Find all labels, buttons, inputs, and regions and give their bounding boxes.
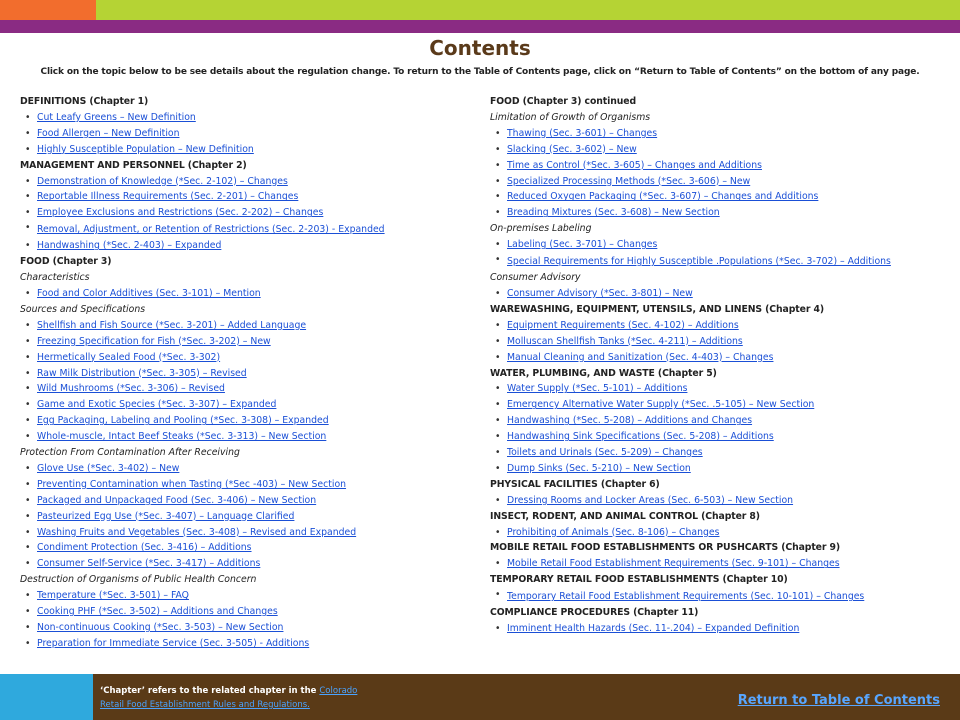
bullet-icon: •	[495, 319, 501, 331]
list-item	[490, 142, 940, 158]
topic-link[interactable]: Reportable Illness Requirements (Sec. 2-201) – Changes	[37, 191, 299, 203]
subheading-characteristics: Characteristics	[20, 272, 90, 284]
list-item	[20, 174, 470, 190]
topic-link[interactable]: Demonstration of Knowledge (*Sec. 2-102) – Changes	[37, 175, 288, 187]
topic-link[interactable]: Mobile Retail Food Establishment Requirements (Sec. 9-101) – Changes	[507, 558, 840, 570]
list-item	[490, 621, 940, 637]
topic-link[interactable]: Prohibiting of Animals (Sec. 8-106) – Changes	[507, 526, 720, 538]
topic-link[interactable]: Glove Use (*Sec. 3-402) – New	[37, 462, 180, 474]
mobile-list	[490, 556, 940, 572]
list-item	[20, 636, 470, 652]
list-item	[20, 221, 437, 238]
topic-link[interactable]: Specialized Processing Methods (*Sec. 3-606) – New	[507, 175, 751, 187]
section-heading-management: MANAGEMENT AND PERSONNEL (Chapter 2)	[20, 159, 247, 171]
list-item	[490, 237, 940, 253]
bullet-icon: •	[25, 351, 31, 363]
destruction-list	[20, 588, 470, 652]
list-item	[20, 413, 470, 429]
bullet-icon: •	[495, 399, 501, 411]
topic-link[interactable]: Whole-muscle, Intact Beef Steaks (*Sec. 3-313) – New Section	[37, 431, 327, 443]
bullet-icon: •	[25, 367, 31, 379]
topic-link[interactable]: Equipment Requirements (Sec. 4-102) – Additions	[507, 319, 739, 331]
footer-bar	[0, 674, 960, 720]
list-item	[490, 588, 907, 605]
list-item	[20, 556, 470, 572]
topic-link[interactable]: Handwashing (*Sec. 2-403) – Expanded	[37, 240, 222, 252]
definitions-list	[20, 110, 470, 158]
physical-list	[490, 493, 940, 509]
topic-link[interactable]: Condiment Protection (Sec. 3-416) – Additions	[37, 542, 252, 554]
list-item	[20, 477, 470, 493]
bullet-icon: •	[495, 589, 501, 601]
list-item	[490, 350, 940, 366]
list-item	[490, 525, 940, 541]
list-item	[490, 397, 940, 413]
subheading-destruction: Destruction of Organisms of Public Health Concern	[20, 574, 257, 586]
right-column	[490, 94, 940, 637]
topic-link[interactable]: Special Requirements for Highly Susceptible .Populations (*Sec. 3-702) – Additions	[507, 256, 891, 268]
bullet-icon: •	[25, 431, 31, 443]
list-item	[490, 413, 940, 429]
topic-link[interactable]: Slacking (Sec. 3-602) – New	[507, 143, 637, 155]
protection-list	[20, 461, 470, 572]
list-item	[20, 397, 470, 413]
advisory-list	[490, 286, 940, 302]
list-item	[490, 126, 940, 142]
topic-link[interactable]: Consumer Self-Service (*Sec. 3-417) – Additions	[37, 558, 261, 570]
list-item	[490, 318, 940, 334]
bullet-icon: •	[495, 431, 501, 443]
subheading-labeling: On-premises Labeling	[490, 223, 592, 235]
sources-list	[20, 318, 470, 445]
topic-link[interactable]: Dump Sinks (Sec. 5-210) – New Section	[507, 462, 691, 474]
subheading-sources: Sources and Specifications	[20, 303, 146, 315]
bullet-icon: •	[495, 239, 501, 251]
bullet-icon: •	[495, 207, 501, 219]
section-heading-mobile: MOBILE RETAIL FOOD ESTABLISHMENTS OR PUSHCARTS (Chapter 9)	[490, 542, 841, 554]
list-item	[20, 381, 470, 397]
section-heading-food-continued: FOOD (Chapter 3) continued	[490, 96, 637, 107]
list-item	[20, 189, 470, 205]
insect-list	[490, 525, 940, 541]
section-heading-compliance: COMPLIANCE PROCEDURES (Chapter 11)	[490, 607, 699, 619]
topic-link[interactable]: Temporary Retail Food Establishment Requirements (Sec. 10-101) – Changes	[507, 591, 865, 603]
bullet-icon: •	[495, 383, 501, 395]
page-title: Contents	[429, 36, 531, 60]
list-item	[490, 286, 940, 302]
list-item	[490, 205, 940, 221]
bullet-icon: •	[495, 175, 501, 187]
bullet-icon: •	[495, 494, 501, 506]
labeling-list	[490, 237, 940, 270]
list-item	[490, 445, 940, 461]
subheading-protection: Protection From Contamination After Receiving	[20, 447, 240, 459]
topic-link[interactable]: Handwashing (*Sec. 5-208) – Additions and Changes	[507, 415, 753, 427]
list-item	[20, 318, 470, 334]
bullet-icon: •	[25, 399, 31, 411]
topic-link[interactable]: Employee Exclusions and Restrictions (Sec. 2-202) – Changes	[37, 207, 324, 219]
list-item	[20, 205, 470, 221]
list-item	[20, 238, 470, 254]
topic-link[interactable]: Breading Mixtures (Sec. 3-608) – New Section	[507, 207, 720, 219]
list-item	[20, 461, 470, 477]
warewashing-list	[490, 318, 940, 366]
list-item	[490, 253, 907, 270]
topic-link[interactable]: Handwashing Sink Specifications (Sec. 5-208) – Additions	[507, 431, 774, 443]
bullet-icon: •	[25, 606, 31, 618]
section-heading-temporary: TEMPORARY RETAIL FOOD ESTABLISHMENTS (Chapter 10)	[490, 574, 788, 586]
topic-link[interactable]: Packaged and Unpackaged Food (Sec. 3-406) – New Section	[37, 494, 317, 506]
topic-link[interactable]: Toilets and Urinals (Sec. 5-209) – Changes	[507, 447, 703, 459]
topic-link[interactable]: Temperature (*Sec. 3-501) – FAQ	[37, 590, 189, 602]
topic-link[interactable]: Shellfish and Fish Source (*Sec. 3-201) – Added Language	[37, 319, 307, 331]
section-heading-food: FOOD (Chapter 3)	[20, 256, 112, 268]
temporary-list	[490, 588, 940, 605]
bullet-icon: •	[25, 287, 31, 299]
bullet-icon: •	[495, 415, 501, 427]
bullet-icon: •	[495, 558, 501, 570]
list-item	[20, 334, 470, 350]
bullet-icon: •	[495, 159, 501, 171]
topic-link[interactable]: Non-continuous Cooking (*Sec. 3-503) – New Section	[37, 622, 284, 633]
bullet-icon: •	[25, 526, 31, 538]
topic-link[interactable]: Preparation for Immediate Service (Sec. 3-505) - Additions	[37, 637, 310, 649]
list-item	[20, 286, 470, 302]
bullet-icon: •	[25, 637, 31, 649]
bullet-icon: •	[495, 351, 501, 363]
bullet-icon: •	[25, 240, 31, 252]
compliance-list	[490, 621, 940, 637]
topic-link[interactable]: Wild Mushrooms (*Sec. 3-306) – Revised	[37, 383, 225, 395]
bullet-icon: •	[25, 510, 31, 522]
list-item	[20, 620, 470, 636]
bullet-icon: •	[25, 175, 31, 187]
list-item	[20, 525, 470, 541]
subheading-limitation: Limitation of Growth of Organisms	[490, 111, 651, 123]
bullet-icon: •	[25, 319, 31, 331]
bullet-icon: •	[495, 287, 501, 299]
list-item	[490, 493, 940, 509]
bullet-icon: •	[25, 111, 31, 123]
list-item	[20, 142, 470, 158]
topic-link[interactable]: Consumer Advisory (*Sec. 3-801) – New	[507, 287, 693, 299]
topic-link[interactable]: Imminent Health Hazards (Sec. 11-.204) – Expanded Definition	[507, 623, 800, 635]
list-item	[20, 588, 470, 604]
purple-stripe	[0, 20, 960, 33]
bullet-icon: •	[495, 335, 501, 347]
bullet-icon: •	[25, 207, 31, 219]
footer-note	[100, 684, 380, 712]
top-color-bar	[0, 0, 960, 20]
bullet-icon: •	[495, 254, 501, 266]
section-heading-water: WATER, PLUMBING, AND WASTE (Chapter 5)	[490, 367, 717, 379]
topic-link[interactable]: Labeling (Sec. 3-701) – Changes	[507, 239, 658, 251]
topic-link[interactable]: Food and Color Additives (Sec. 3-101) – Mention	[37, 287, 261, 299]
management-list	[20, 174, 470, 255]
topic-link[interactable]: Washing Fruits and Vegetables (Sec. 3-408) – Revised and Expanded	[37, 526, 357, 538]
bullet-icon: •	[495, 191, 501, 203]
list-item	[490, 461, 940, 477]
bullet-icon: •	[25, 494, 31, 506]
list-item	[20, 110, 470, 126]
topic-link[interactable]: Pasteurized Egg Use (*Sec. 3-407) – Language Clarified	[37, 510, 295, 522]
list-item	[20, 366, 470, 382]
list-item	[20, 429, 470, 445]
bullet-icon: •	[495, 447, 501, 459]
bullet-icon: •	[25, 415, 31, 427]
section-heading-warewashing: WAREWASHING, EQUIPMENT, UTENSILS, AND LINENS (Chapter 4)	[490, 303, 824, 315]
topic-link[interactable]: Freezing Specification for Fish (*Sec. 3-202) – New	[37, 335, 271, 347]
topic-link[interactable]: Reduced Oxygen Packaging (*Sec. 3-607) – Changes and Additions	[507, 191, 819, 203]
bullet-icon: •	[25, 622, 31, 633]
water-list	[490, 381, 940, 476]
bullet-icon: •	[495, 143, 501, 155]
bullet-icon: •	[25, 191, 31, 203]
topic-link[interactable]: Water Supply (*Sec. 5-101) – Additions	[507, 383, 688, 395]
list-item	[20, 540, 470, 556]
bullet-icon: •	[25, 383, 31, 395]
limitation-list	[490, 126, 940, 221]
bullet-icon: •	[25, 127, 31, 139]
list-item	[490, 174, 940, 190]
top-bar-orange	[0, 0, 96, 20]
topic-link[interactable]: Dressing Rooms and Locker Areas (Sec. 6-503) – New Section	[507, 494, 794, 506]
topic-link[interactable]: Manual Cleaning and Sanitization (Sec. 4-403) – Changes	[507, 351, 774, 363]
topic-link[interactable]: Thawing (Sec. 3-601) – Changes	[507, 127, 658, 139]
list-item	[20, 604, 470, 620]
topic-link[interactable]: Highly Susceptible Population – New Definition	[37, 143, 254, 155]
intro-text: Click on the topic below to be see details about the regulation change. To return to the Table of Contents page, click on “Return to Table of Contents” on the bottom of any page.	[40, 67, 920, 77]
bullet-icon: •	[495, 127, 501, 139]
list-item	[20, 509, 470, 525]
bullet-icon: •	[25, 542, 31, 554]
topic-link[interactable]: Raw Milk Distribution (*Sec. 3-305) – Revised	[37, 367, 247, 379]
subheading-advisory: Consumer Advisory	[490, 272, 581, 284]
bullet-icon: •	[495, 623, 501, 635]
list-item	[490, 556, 940, 572]
bullet-icon: •	[25, 590, 31, 602]
topic-link[interactable]: Hermetically Sealed Food (*Sec. 3-302)	[37, 351, 221, 363]
section-heading-physical: PHYSICAL FACILITIES (Chapter 6)	[490, 478, 660, 490]
topic-link[interactable]: Egg Packaging, Labeling and Pooling (*Sec. 3-308) – Expanded	[37, 415, 329, 427]
left-column	[20, 94, 470, 652]
topic-link[interactable]: Emergency Alternative Water Supply (*Sec. .5-105) – New Section	[507, 399, 815, 411]
bullet-icon: •	[25, 478, 31, 490]
topic-link[interactable]: Cooking PHF (*Sec. 3-502) – Additions and Changes	[37, 606, 278, 618]
list-item	[20, 350, 470, 366]
characteristics-list	[20, 286, 470, 302]
section-heading-definitions: DEFINITIONS (Chapter 1)	[20, 96, 149, 107]
bullet-icon: •	[25, 222, 31, 234]
list-item	[490, 429, 940, 445]
list-item	[20, 493, 470, 509]
list-item	[490, 381, 940, 397]
section-heading-insect: INSECT, RODENT, AND ANIMAL CONTROL (Chapter 8)	[490, 510, 760, 522]
topic-link[interactable]: Cut Leafy Greens – New Definition	[37, 111, 196, 123]
footer-blue-block	[0, 674, 93, 720]
topic-link[interactable]: Game and Exotic Species (*Sec. 3-307) – Expanded	[37, 399, 277, 411]
bullet-icon: •	[495, 526, 501, 538]
rules-regulations-link[interactable]: Colorado Retail Food Establishment Rules and Regulations.	[100, 686, 358, 710]
list-item	[20, 126, 470, 142]
list-item	[490, 158, 940, 174]
list-item	[490, 334, 940, 350]
bullet-icon: •	[495, 462, 501, 474]
bullet-icon: •	[25, 558, 31, 570]
bullet-icon: •	[25, 143, 31, 155]
bullet-icon: •	[25, 462, 31, 474]
topic-link[interactable]: Food Allergen – New Definition	[37, 127, 180, 139]
top-bar-green	[96, 0, 960, 20]
footer-note-text: ‘Chapter’ refers to the related chapter in the	[100, 686, 320, 696]
return-to-toc-link[interactable]: Return to Table of Contents	[737, 693, 940, 708]
topic-link[interactable]: Preventing Contamination when Tasting (*Sec -403) – New Section	[37, 478, 347, 490]
list-item	[490, 189, 940, 205]
topic-link[interactable]: Time as Control (*Sec. 3-605) – Changes and Additions	[507, 159, 762, 171]
topic-link[interactable]: Removal, Adjustment, or Retention of Restrictions (Sec. 2-203) - Expanded	[37, 224, 385, 236]
topic-link[interactable]: Molluscan Shellfish Tanks (*Sec. 4-211) – Additions	[507, 335, 743, 347]
bullet-icon: •	[25, 335, 31, 347]
